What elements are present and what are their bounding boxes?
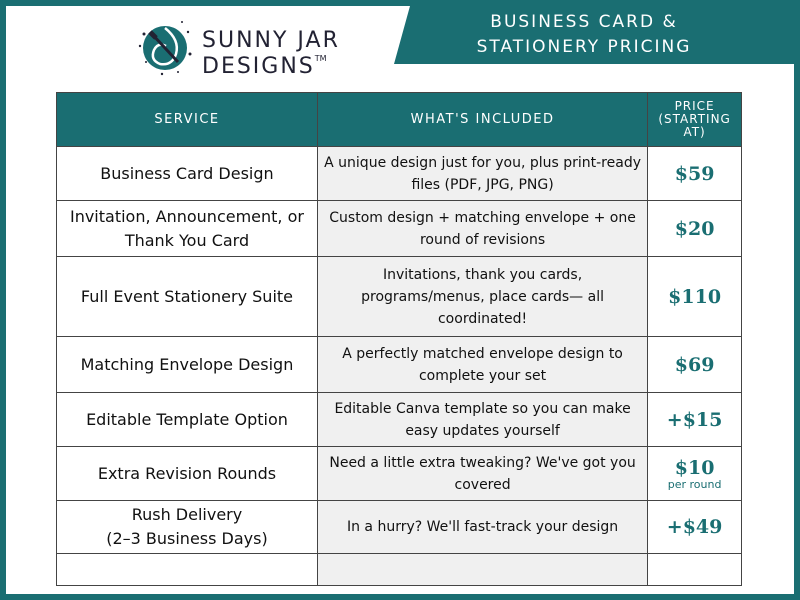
table-header-row bbox=[57, 93, 742, 147]
service-price: $59 bbox=[648, 147, 742, 201]
header-included: WHAT'S INCLUDED bbox=[317, 93, 647, 147]
page-frame bbox=[6, 6, 794, 594]
table-row bbox=[57, 147, 742, 201]
service-price-cell bbox=[648, 447, 742, 501]
page-title bbox=[414, 10, 754, 60]
service-included: Custom design + matching envelope + one round of revisions bbox=[317, 201, 647, 257]
service-name-cell bbox=[57, 501, 318, 554]
service-name: Extra Revision Rounds bbox=[57, 447, 318, 501]
service-name: Full Event Stationery Suite bbox=[57, 257, 318, 337]
service-name: Matching Envelope Design bbox=[57, 337, 318, 393]
table-row bbox=[57, 501, 742, 554]
empty-row bbox=[57, 554, 742, 586]
service-price: $20 bbox=[648, 201, 742, 257]
table-row bbox=[57, 337, 742, 393]
service-included: Invitations, thank you cards, programs/menus, place cards— all coordinated! bbox=[317, 257, 647, 337]
header bbox=[6, 6, 794, 79]
service-price: $110 bbox=[648, 257, 742, 337]
title-line1: BUSINESS CARD & bbox=[490, 12, 678, 32]
trademark-mark: TM bbox=[314, 54, 327, 63]
service-name: Invitation, Announcement, or Thank You Card bbox=[57, 201, 318, 257]
service-subtitle: (2–3 Business Days) bbox=[106, 529, 268, 548]
table-row bbox=[57, 201, 742, 257]
service-name: Rush Delivery bbox=[131, 505, 243, 524]
price-note: per round bbox=[667, 478, 722, 491]
table-row bbox=[57, 257, 742, 337]
jar-logo-icon bbox=[132, 14, 198, 80]
title-line2: STATIONERY PRICING bbox=[476, 37, 692, 57]
service-included: A perfectly matched envelope design to complete your set bbox=[317, 337, 647, 393]
brand-name-line1: SUNNY JAR bbox=[202, 28, 340, 53]
empty-cell bbox=[57, 554, 318, 586]
header-price: PRICE (STARTING AT) bbox=[648, 93, 742, 147]
header-service: SERVICE bbox=[57, 93, 318, 147]
service-name: Business Card Design bbox=[57, 147, 318, 201]
brand-name-line2: DESIGNS™ bbox=[202, 54, 327, 79]
table-row bbox=[57, 447, 742, 501]
empty-cell bbox=[648, 554, 742, 586]
logo bbox=[132, 14, 382, 80]
service-price: $10 bbox=[674, 457, 715, 479]
empty-cell bbox=[317, 554, 647, 586]
service-included: Editable Canva template so you can make easy updates yourself bbox=[317, 393, 647, 447]
service-price: +$49 bbox=[648, 501, 742, 554]
service-name: Editable Template Option bbox=[57, 393, 318, 447]
service-included: Need a little extra tweaking? We've got you covered bbox=[317, 447, 647, 501]
service-price: $69 bbox=[648, 337, 742, 393]
service-price: +$15 bbox=[648, 393, 742, 447]
service-included: In a hurry? We'll fast-track your design bbox=[317, 501, 647, 554]
table-row bbox=[57, 393, 742, 447]
service-included: A unique design just for you, plus print-ready files (PDF, JPG, PNG) bbox=[317, 147, 647, 201]
pricing-table bbox=[56, 92, 742, 586]
